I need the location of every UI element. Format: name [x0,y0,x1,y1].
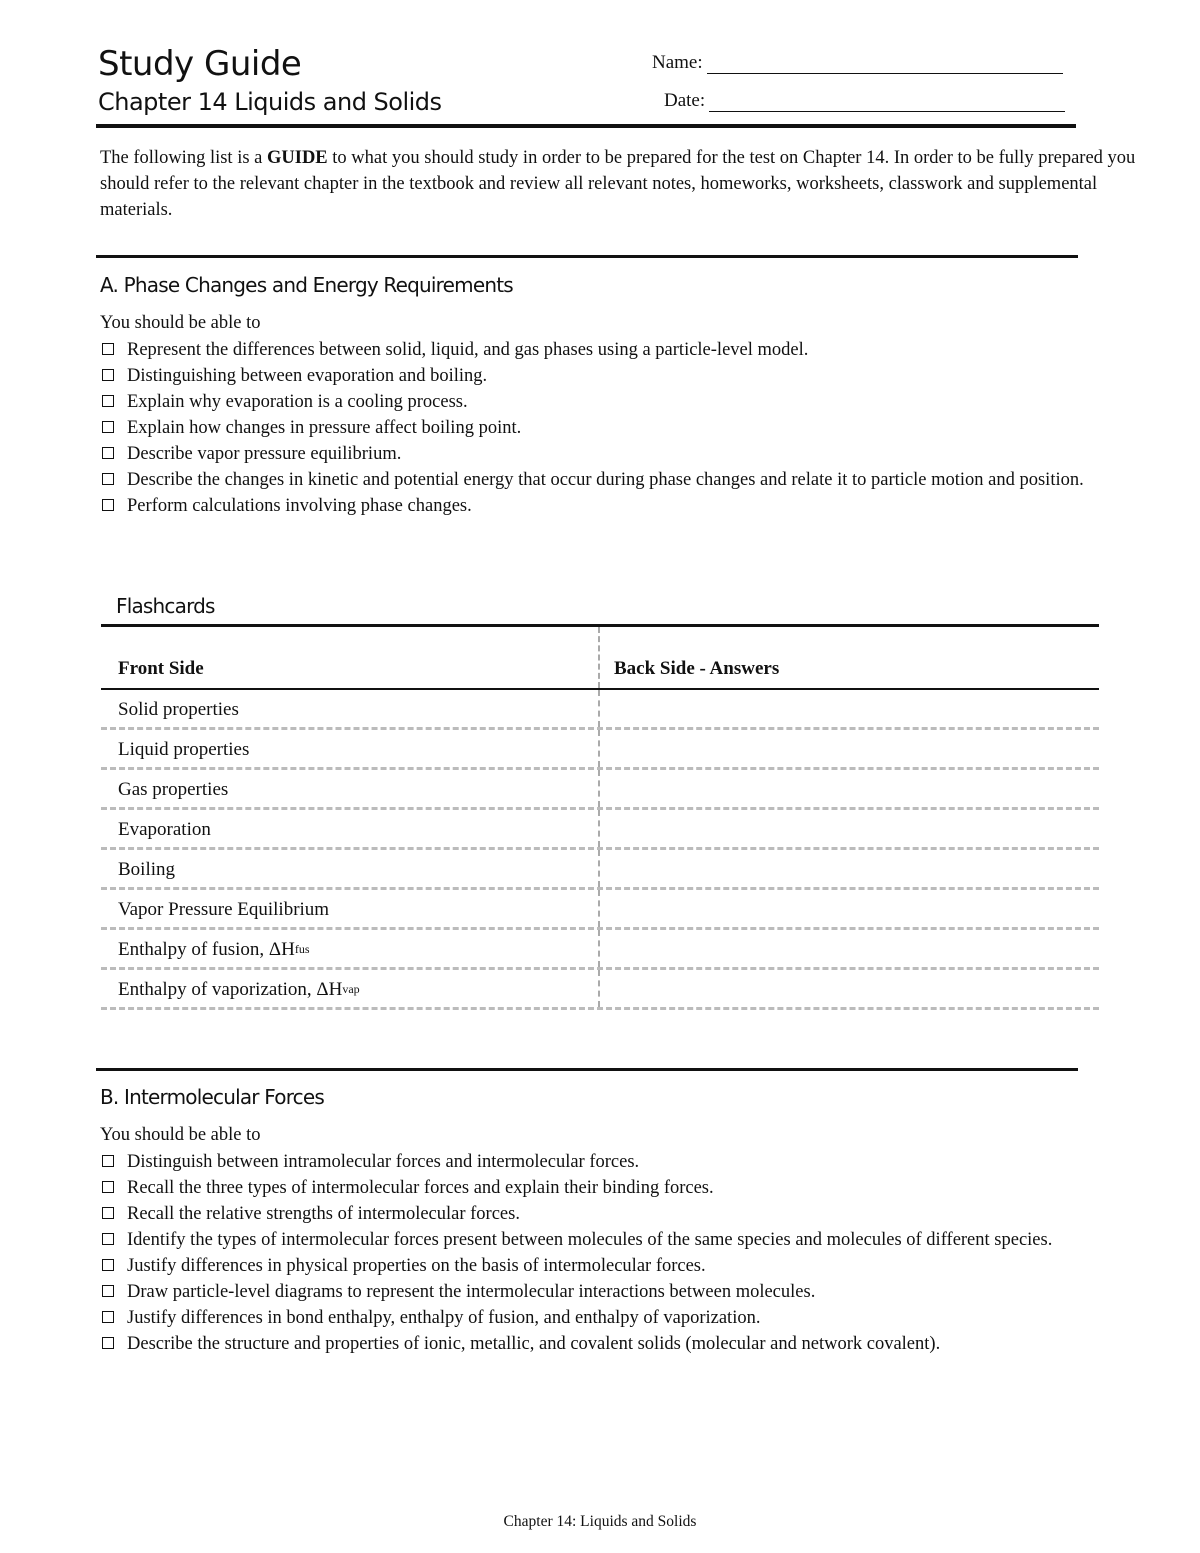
checkbox-icon[interactable] [102,1311,114,1323]
vaporization-subscript: vap [342,982,360,996]
section-b-divider [96,1068,1078,1071]
checklist-item [100,1201,1145,1227]
section-b-heading: B. Intermolecular Forces [100,1085,325,1109]
table-row [101,930,1099,970]
section-b-lead: You should be able to [100,1125,261,1145]
date-label: Date: [664,90,706,111]
checklist-item [100,1305,1145,1331]
column-header-back: Back Side - Answers [614,658,780,679]
checklist-item-text: Perform calculations involving phase changes. [127,496,472,516]
checklist-item-text: Justify differences in bond enthalpy, enthalpy of fusion, and enthalpy of vaporization. [127,1308,761,1328]
checkbox-icon[interactable] [102,1181,114,1193]
checklist-item [100,1149,1145,1175]
table-row [101,770,1099,810]
section-a-heading: A. Phase Changes and Energy Requirements [100,273,513,297]
answer-cell[interactable] [600,970,1099,1007]
checklist-item-text: Justify differences in physical properties on the basis of intermolecular forces. [127,1256,706,1276]
intro-text-2: to what you should study in order to be prepared for the test on Chapter 14. In order to be fully prepared you should refer to the relevant chapter in the textbook and review all relevant notes, homeworks, worksheets, classwork and supplemental materials. [100,148,1136,220]
front-cell: Vapor Pressure Equilibrium [101,890,600,927]
checkbox-icon[interactable] [102,421,114,433]
checklist-item [100,493,1145,519]
front-cell: Evaporation [101,810,600,847]
checkbox-icon[interactable] [102,473,114,485]
front-cell: Solid properties [101,690,600,727]
checkbox-icon[interactable] [102,369,114,381]
answer-cell[interactable] [600,850,1099,887]
front-cell: Gas properties [101,770,600,807]
answer-cell[interactable] [600,930,1099,967]
name-label: Name: [652,52,703,73]
checklist-item-text: Explain why evaporation is a cooling process. [127,392,468,412]
table-row [101,730,1099,770]
enthalpy-vaporization-text: Enthalpy of vaporization, ΔH [118,978,343,1000]
checklist-item-text: Identify the types of intermolecular forces present between molecules of the same species and molecules of different species. [127,1230,1053,1250]
date-blank[interactable] [709,93,1065,112]
checklist-item-text: Recall the three types of intermolecular forces and explain their binding forces. [127,1178,714,1198]
front-cell [101,970,600,1007]
answer-cell[interactable] [600,770,1099,807]
intro-text-1: The following list is a [100,148,267,168]
intro-paragraph [100,145,1150,223]
enthalpy-fusion-text: Enthalpy of fusion, ΔH [118,938,295,960]
page-footer: Chapter 14: Liquids and Solids [503,1513,697,1530]
name-field[interactable] [652,52,1063,74]
checkbox-icon[interactable] [102,1155,114,1167]
checklist-item-text: Draw particle-level diagrams to represent the intermolecular interactions between molecules. [127,1282,816,1302]
checklist-item-text: Explain how changes in pressure affect boiling point. [127,418,522,438]
section-b-checklist [100,1149,1145,1357]
checklist-item [100,363,1145,389]
section-a-lead: You should be able to [100,313,261,333]
section-a-checklist [100,337,1145,519]
checkbox-icon[interactable] [102,1233,114,1245]
name-blank[interactable] [707,55,1063,74]
flashcards-table [101,624,1099,1010]
checklist-item-text: Distinguishing between evaporation and boiling. [127,366,488,386]
header-divider [96,124,1076,128]
checkbox-icon[interactable] [102,447,114,459]
answer-cell[interactable] [600,810,1099,847]
front-cell: Boiling [101,850,600,887]
fusion-subscript: fus [294,942,310,956]
checklist-item-text: Describe the changes in kinetic and potential energy that occur during phase changes and relate it to particle motion and position. [127,470,1084,490]
checklist-item-text: Represent the differences between solid, liquid, and gas phases using a particle-level model. [127,340,809,360]
checklist-item [100,441,1145,467]
checklist-item-text: Recall the relative strengths of intermolecular forces. [127,1204,520,1224]
table-row [101,970,1099,1010]
table-row [101,810,1099,850]
checklist-item-text: Describe the structure and properties of ionic, metallic, and covalent solids (molecular and network covalent). [127,1334,941,1354]
checkbox-icon[interactable] [102,343,114,355]
checkbox-icon[interactable] [102,499,114,511]
checklist-item [100,1253,1145,1279]
date-field[interactable] [664,90,1065,112]
flashcards-title: Flashcards [116,594,215,618]
checklist-item [100,415,1145,441]
front-cell: Liquid properties [101,730,600,767]
checklist-item-text: Distinguish between intramolecular forces and intermolecular forces. [127,1152,640,1172]
answer-cell[interactable] [600,730,1099,767]
checkbox-icon[interactable] [102,1337,114,1349]
front-cell [101,930,600,967]
flashcards-header-row [101,627,1099,690]
checklist-item-text: Describe vapor pressure equilibrium. [127,444,402,464]
table-row [101,850,1099,890]
checkbox-icon[interactable] [102,1207,114,1219]
checkbox-icon[interactable] [102,1285,114,1297]
checkbox-icon[interactable] [102,395,114,407]
intro-guide-bold: GUIDE [267,148,328,168]
checkbox-icon[interactable] [102,1259,114,1271]
table-row [101,890,1099,930]
checklist-item [100,1227,1145,1253]
checklist-item [100,1175,1145,1201]
section-a-divider [96,255,1078,258]
checklist-item [100,1279,1145,1305]
checklist-item [100,467,1145,493]
checklist-item [100,389,1145,415]
answer-cell[interactable] [600,690,1099,727]
checklist-item [100,337,1145,363]
table-row [101,690,1099,730]
checklist-item [100,1331,1145,1357]
column-header-front: Front Side [101,627,600,688]
document-title: Study Guide [98,44,302,84]
document-subtitle: Chapter 14 Liquids and Solids [98,88,442,116]
answer-cell[interactable] [600,890,1099,927]
